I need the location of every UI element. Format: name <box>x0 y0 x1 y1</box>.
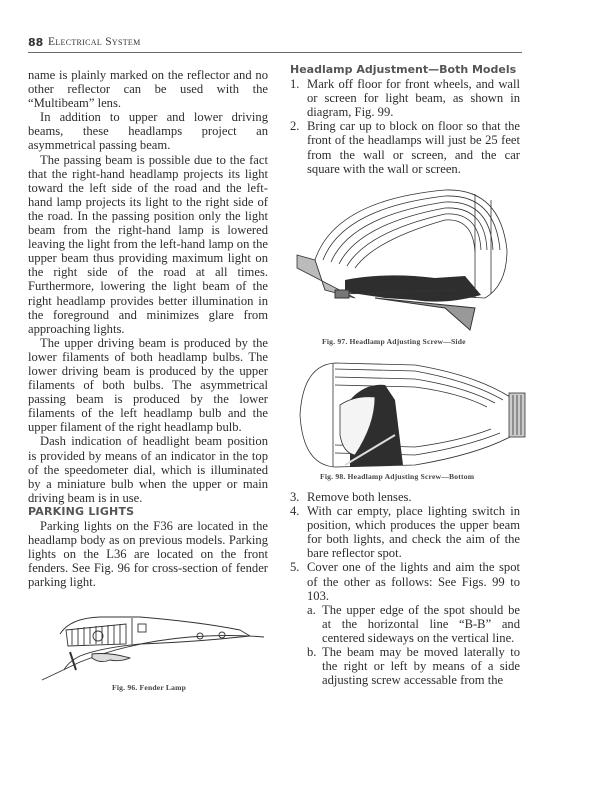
paragraph: Dash indication of headlight beam position is provided by means of an indicator in the top of the speedometer dial, which is illuminated by a miniature bulb when the upper or main driving beam is in use. <box>28 434 268 505</box>
adjustment-steps-continued <box>290 490 520 603</box>
paragraph: The upper driving beam is produced by the lower filaments of both headlamp bulbs. The lower driving beam is produced by the upper filaments of both bulbs. The asymmetrical passing beam is produced by the lower filaments of the left headlamp bulb and the upper filament of the right headlamp bulb. <box>28 335 268 435</box>
step-number: 4. <box>290 504 300 519</box>
figure-caption: Fig. 96. Fender Lamp <box>112 683 187 692</box>
list-item <box>290 560 520 602</box>
page-number: 88 <box>28 36 44 49</box>
paragraph: The passing beam is possible due to the fact that the right-hand headlamp projects its light toward the left side of the road and the left-hand lamp projects its light to the right side of the road. In the passing position only the light beam from the right-hand lamp is lowered leaving the light from the left-hand lamp on the upper beam thus providing maximum light on the right side of the road at all times. Furthermore, lowering the light beam of the right headlamp provides better illumination in the foreground and minimizes glare from approaching lights. <box>28 152 268 336</box>
paragraph: name is plainly marked on the reflector and no other reflector can be used with the “Multibeam” lens. <box>28 68 268 111</box>
step-text: Cover one of the lights and aim the spot of the other as follows: See Figs. 99 to 103. <box>307 560 520 603</box>
substep-text: The upper edge of the spot should be at the horizontal line “B-B” and centered sideways on the vertical line. <box>322 602 520 645</box>
list-item <box>290 490 520 504</box>
right-column-top <box>290 63 520 176</box>
list-item <box>290 603 520 645</box>
step-text: Mark off floor for front wheels, and wall or screen for light beam, as shown in diagram, Fig. 99. <box>307 77 520 120</box>
running-head <box>28 36 522 53</box>
adjustment-substeps <box>290 603 520 688</box>
list-item <box>290 645 520 687</box>
headlamp-adjustment-heading: Headlamp Adjustment—Both Models <box>290 63 517 76</box>
list-item <box>290 119 520 175</box>
list-item <box>290 504 520 560</box>
paragraph: In addition to upper and lower driving beams, these headlamps project an asymmetrical passing beam. <box>28 110 268 153</box>
left-column <box>28 68 268 589</box>
section-title: Electrical System <box>48 36 141 48</box>
figure-caption: Fig. 97. Headlamp Adjusting Screw—Side <box>322 337 466 346</box>
substep-letter: b. <box>307 645 317 660</box>
substep-text: The beam may be moved laterally to the right or left by means of a side adjusting screw accessable from the <box>322 645 520 688</box>
paragraph: Parking lights on the F36 are located in the headlamp body as on previous models. Parking lights on the L36 are located on the front fenders. See Fig. 96 for cross-section of fender parking light. <box>28 519 268 590</box>
step-text: With car empty, place lighting switch in position, which produces the upper beam for both lights, and check the aim of the bare reflector spot. <box>307 504 520 561</box>
step-number: 1. <box>290 77 300 92</box>
step-number: 2. <box>290 119 300 134</box>
adjustment-steps <box>290 77 520 176</box>
right-column-bottom <box>290 490 520 687</box>
fender-lamp-illustration <box>40 612 265 692</box>
figure-caption: Fig. 98. Headlamp Adjusting Screw—Bottom <box>320 472 475 481</box>
step-number: 5. <box>290 560 300 575</box>
headlamp-side-illustration <box>295 180 535 335</box>
substep-letter: a. <box>307 602 316 617</box>
parking-lights-heading: PARKING LIGHTS <box>28 504 135 518</box>
step-text: Remove both lenses. <box>307 490 412 504</box>
step-text: Bring car up to block on floor so that the front of the headlamps will just be 25 feet from the wall or screen, and the car square with the wall or screen. <box>307 119 520 176</box>
step-number: 3. <box>290 490 300 504</box>
headlamp-bottom-illustration <box>295 355 535 470</box>
list-item <box>290 77 520 119</box>
